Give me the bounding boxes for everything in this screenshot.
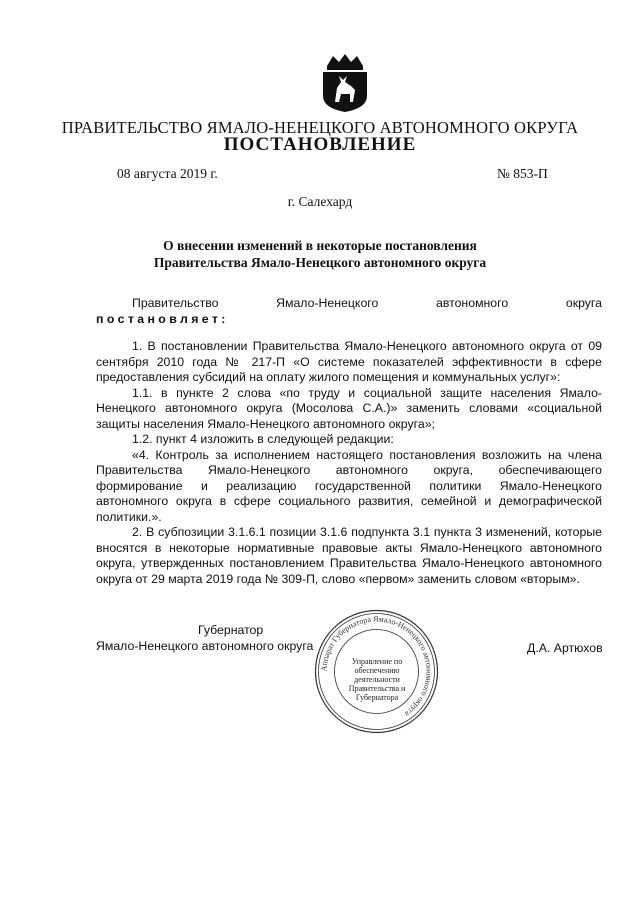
document-type: ПОСТАНОВЛЕНИЕ (223, 134, 417, 155)
document-subject (0, 237, 640, 271)
signatory-position: Губернатор (198, 623, 264, 637)
document-number: № 853-П (497, 166, 548, 181)
signatory-region: Ямало-Ненецкого автономного округа (96, 639, 314, 653)
coat-of-arms-icon (319, 52, 371, 114)
item-1: 1. В постановлении Правительства Ямало-Ненецкого автономного округа от 09 сентября 2010 года № 217-П «О системе показателей эффективности в сфере предоставления субсидий на оплату жилого помещения и коммунальных услуг»: (96, 339, 602, 384)
item-1-2: 1.2. пункт 4 изложить в следующей редакции: (132, 432, 394, 446)
intro-word-1: Правительство (132, 296, 219, 310)
document-city: г. Салехард (287, 194, 353, 209)
intro-word-4: округа (565, 296, 602, 310)
signatory-name: Д.А. Артюхов (527, 641, 603, 655)
intro-decision: постановляет: (96, 311, 229, 326)
intro-word-3: автономного (436, 296, 509, 310)
intro-word-2: Ямало-Ненецкого (276, 296, 379, 310)
item-2: 2. В субпозиции 3.1.6.1 позиции 3.1.6 подпункта 3.1 пункта 3 изменений, которые вносятся в некоторые нормативные правовые акты Ямало-Ненецкого автономного округа, утвержденных постановлением Правительства Ямало-Ненецкого автономного округа от 29 марта 2019 года № 309-П, слово «первом» заменить словом «вторым». (96, 525, 602, 586)
intro-paragraph (96, 296, 602, 327)
document-body (96, 339, 602, 587)
subject-line-1: О внесении изменений в некоторые постановления (163, 238, 477, 253)
subject-line-2: Правительства Ямало-Ненецкого автономного округа (153, 255, 487, 270)
stamp-center-text: Управление по обеспечению деятельности Правительства и Губернатора (348, 657, 406, 702)
document-date: 08 августа 2019 г. (117, 166, 218, 181)
government-title: ПРАВИТЕЛЬСТВО ЯМАЛО-НЕНЕЦКОГО АВТОНОМНОГО ОКРУГА (61, 118, 579, 137)
item-1-1: 1.1. в пункте 2 слова «по труду и социальной защите населения Ямало-Ненецкого автономного округа (Мосолова С.А.)» заменить словами «социальной защиты населения Ямало-Ненецкого автономного округа»; (96, 385, 602, 431)
stamp-ring-text: Аппарат Губернатора Ямало-Ненецкого автономного округа (319, 614, 434, 719)
item-1-2-text: «4. Контроль за исполнением настоящего постановления возложить на члена Правительства Ямало-Ненецкого автономного округа, обеспечивающего формирование и реализацию государственной политики Ямало-Ненецкого автономного округа в сфере социального развития, семейной и демографической политики.». (96, 447, 602, 524)
